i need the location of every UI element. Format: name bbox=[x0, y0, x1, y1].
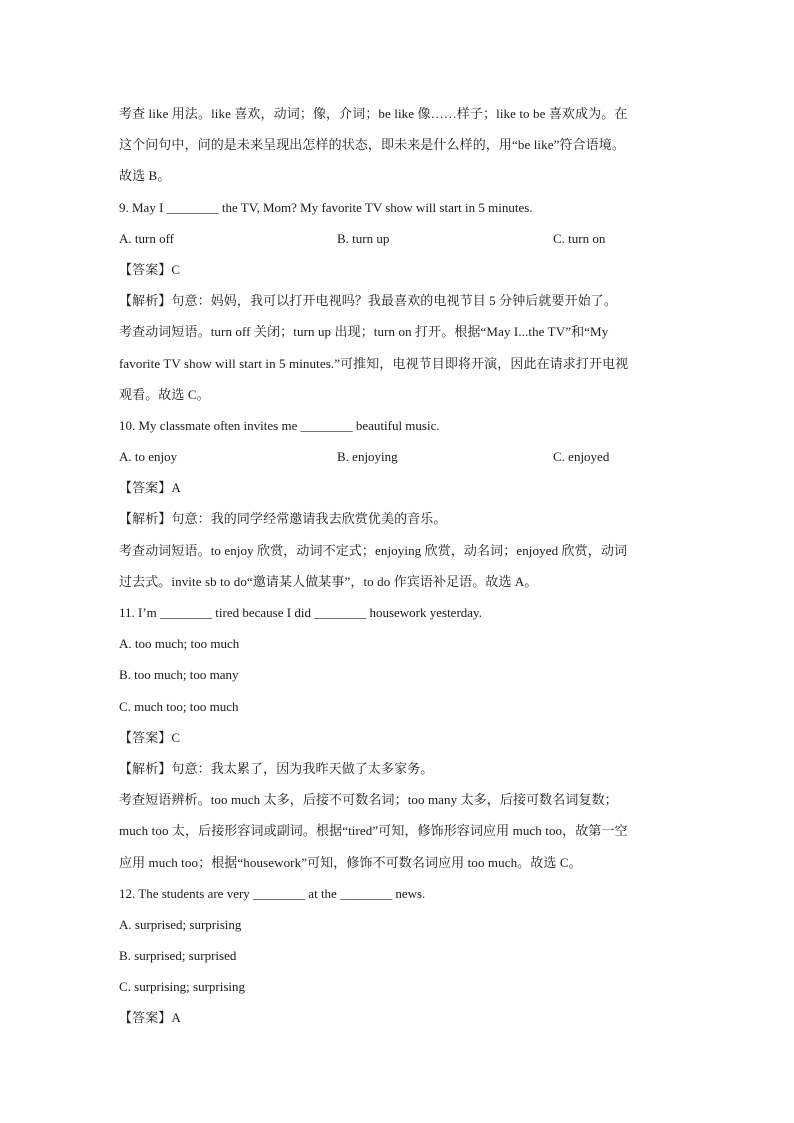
q9-option-c: C. turn on bbox=[553, 230, 606, 246]
q9-analysis-line-4: 观看。故选 C。 bbox=[119, 386, 210, 402]
q9-option-b: B. turn up bbox=[337, 230, 390, 246]
q10-answer: 【答案】A bbox=[119, 480, 181, 496]
q10-analysis-line-3: 过去式。invite sb to do“邀请某人做某事”，to do 作宾语补足语。故选 A。 bbox=[119, 573, 538, 589]
q12-answer: 【答案】A bbox=[119, 1010, 181, 1026]
q12-stem: 12. The students are very ________ at the ________ news. bbox=[119, 885, 426, 901]
q12-option-b: B. surprised; surprised bbox=[119, 948, 237, 964]
q11-answer: 【答案】C bbox=[119, 729, 181, 745]
q9-options bbox=[119, 223, 679, 254]
q12-option-a: A. surprised; surprising bbox=[119, 916, 242, 932]
q10-options bbox=[119, 441, 679, 472]
q9-analysis-line-1: 【解析】句意：妈妈，我可以打开电视吗？我最喜欢的电视节目 5 分钟后就要开始了。 bbox=[119, 293, 618, 309]
q10-option-a: A. to enjoy bbox=[119, 449, 178, 465]
q9-option-a: A. turn off bbox=[119, 230, 175, 246]
document-page bbox=[119, 98, 679, 1034]
q11-analysis-line-4: 应用 much too；根据“housework”可知，修饰不可数名词应用 too much。故选 C。 bbox=[119, 854, 582, 870]
q8-analysis-line-1: 考查 like 用法。like 喜欢，动词；像，介词；be like 像……样子；like to be 喜欢成为。在 bbox=[119, 106, 628, 121]
q9-analysis-line-2: 考查动词短语。turn off 关闭；turn up 出现；turn on 打开。根据“May I...the TV”和“My bbox=[119, 324, 609, 340]
q8-analysis-line-3: 故选 B。 bbox=[119, 168, 171, 184]
q9-answer: 【答案】C bbox=[119, 261, 181, 277]
q10-option-c: C. enjoyed bbox=[553, 449, 610, 465]
q10-analysis-line-2: 考查动词短语。to enjoy 欣赏，动词不定式；enjoying 欣赏，动名词；enjoyed 欣赏，动词 bbox=[119, 542, 628, 558]
q11-stem: 11. I’m ________ tired because I did ________ housework yesterday. bbox=[119, 605, 482, 620]
q11-option-c: C. much too; too much bbox=[119, 698, 239, 714]
q12-option-c: C. surprising; surprising bbox=[119, 979, 246, 995]
q9-analysis-line-3: favorite TV show will start in 5 minutes.”可推知，电视节目即将开演，因此在请求打开电视 bbox=[119, 355, 629, 371]
q11-analysis-line-2: 考查短语辨析。too much 太多，后接不可数名词；too many 太多，后接可数名词复数； bbox=[119, 792, 618, 808]
q9-stem: 9. May I ________ the TV, Mom? My favorite TV show will start in 5 minutes. bbox=[119, 199, 533, 215]
q10-analysis-line-1: 【解析】句意：我的同学经常邀请我去欣赏优美的音乐。 bbox=[119, 511, 447, 527]
q11-option-a: A. too much; too much bbox=[119, 636, 240, 652]
q8-analysis-line-2: 这个问句中，问的是未来呈现出怎样的状态，即未来是什么样的，用“be like”符合语境。 bbox=[119, 137, 625, 153]
q10-option-b: B. enjoying bbox=[337, 449, 398, 465]
q11-option-b: B. too much; too many bbox=[119, 667, 239, 683]
q11-analysis-line-3: much too 太，后接形容词或副词。根据“tired”可知，修饰形容词应用 much too，故第一空 bbox=[119, 823, 628, 839]
q10-stem: 10. My classmate often invites me ________ beautiful music. bbox=[119, 417, 440, 433]
q11-analysis-line-1: 【解析】句意：我太累了，因为我昨天做了太多家务。 bbox=[119, 760, 434, 776]
